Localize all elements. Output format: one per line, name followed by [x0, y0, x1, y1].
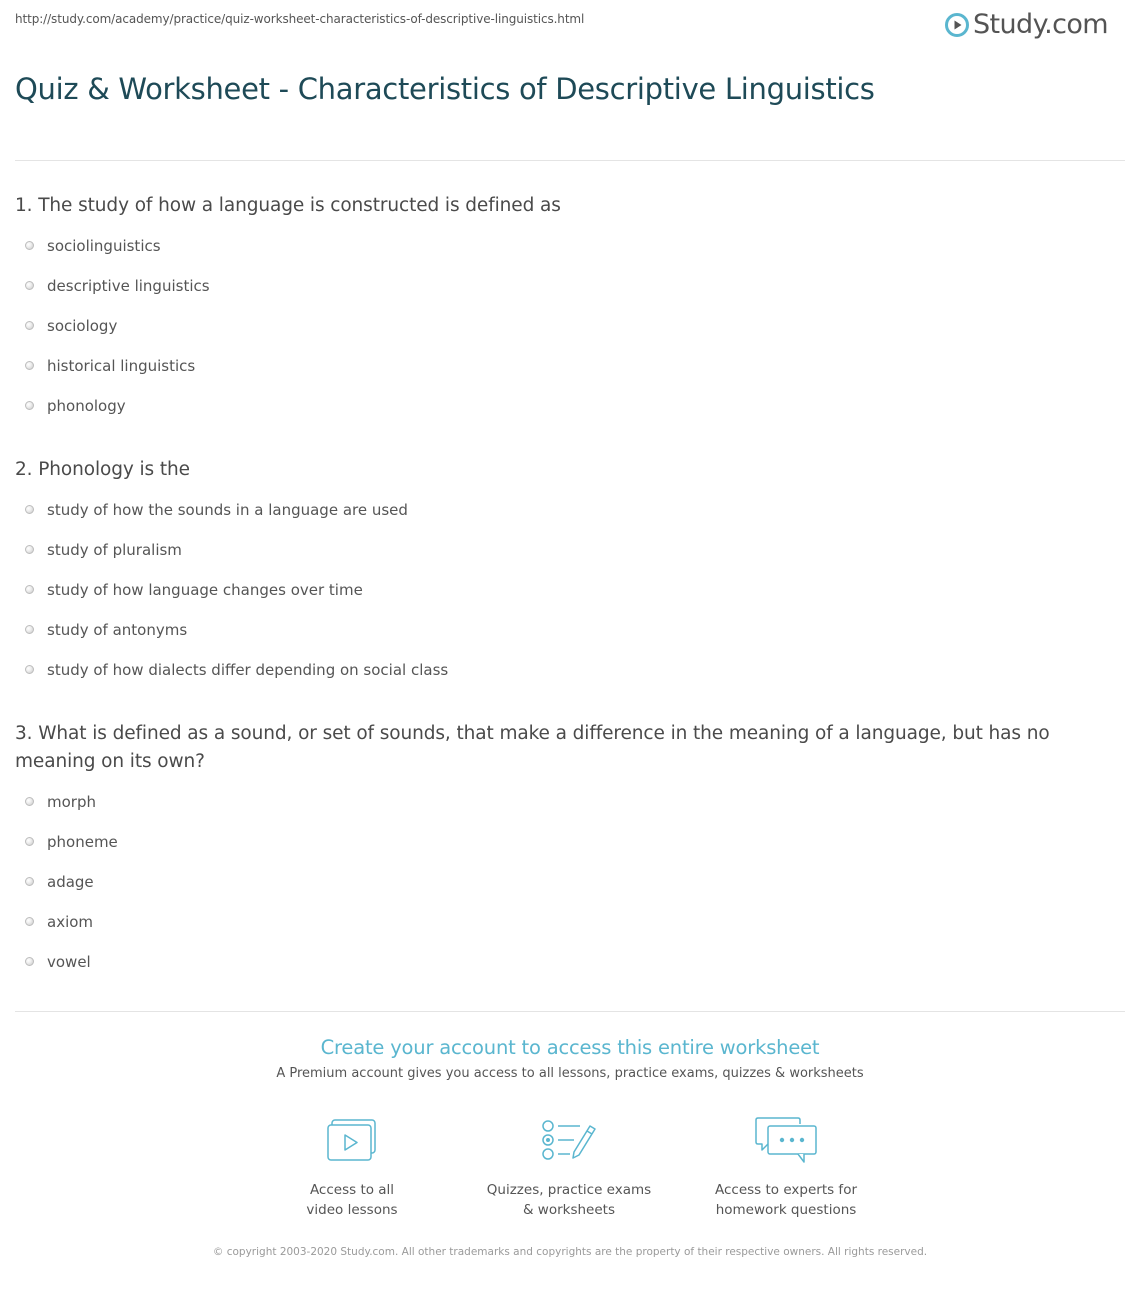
answer-options: [15, 491, 1125, 691]
radio-button[interactable]: [25, 625, 34, 634]
answer-label: study of how dialects differ depending on social class: [47, 661, 449, 679]
answer-option[interactable]: [15, 267, 1125, 307]
page-title: Quiz & Worksheet - Characteristics of Descriptive Linguistics: [15, 72, 875, 106]
answer-label: study of antonyms: [47, 621, 188, 639]
answer-label: adage: [47, 873, 94, 891]
answer-label: historical linguistics: [47, 357, 196, 375]
signup-cta: [0, 1036, 1140, 1082]
feature-label: Quizzes, practice exams & worksheets: [486, 1182, 652, 1218]
question-text: 1. The study of how a language is constructed is defined as: [15, 195, 561, 216]
answer-options: [15, 783, 1125, 983]
answer-label: morph: [47, 793, 96, 811]
feature-quizzes: [469, 1116, 669, 1220]
answer-option[interactable]: [15, 903, 1125, 943]
answer-label: sociology: [47, 317, 118, 335]
answer-option[interactable]: [15, 863, 1125, 903]
answer-label: study of pluralism: [47, 541, 182, 559]
question-2: [15, 456, 1125, 691]
answer-option[interactable]: [15, 611, 1125, 651]
answer-option[interactable]: [15, 387, 1125, 427]
answer-option[interactable]: [15, 227, 1125, 267]
video-lessons-icon: [326, 1118, 378, 1164]
radio-button[interactable]: [25, 877, 34, 886]
study-logo[interactable]: [945, 8, 1108, 42]
radio-button[interactable]: [25, 585, 34, 594]
radio-button[interactable]: [25, 241, 34, 250]
copyright-notice: © copyright 2003-2020 Study.com. All other trademarks and copyrights are the property of their respective owners. All rights reserved.: [212, 1246, 928, 1258]
answer-option[interactable]: [15, 491, 1125, 531]
answer-label: descriptive linguistics: [47, 277, 210, 295]
radio-button[interactable]: [25, 505, 34, 514]
feature-label: Access to experts for homework questions: [714, 1182, 857, 1218]
answer-label: vowel: [47, 953, 91, 971]
answer-label: study of how the sounds in a language are used: [47, 501, 408, 519]
cta-subtitle: A Premium account gives you access to all lessons, practice exams, quizzes & worksheets: [276, 1066, 864, 1081]
quiz-checklist-icon: [540, 1118, 598, 1164]
answer-option[interactable]: [15, 347, 1125, 387]
answer-label: study of how language changes over time: [47, 581, 363, 599]
answer-label: phonology: [47, 397, 126, 415]
feature-label: Access to all video lessons: [306, 1182, 398, 1218]
radio-button[interactable]: [25, 957, 34, 966]
answer-option[interactable]: [15, 943, 1125, 983]
radio-button[interactable]: [25, 837, 34, 846]
radio-button[interactable]: [25, 401, 34, 410]
question-1: [15, 192, 1125, 427]
page-url: http://study.com/academy/practice/quiz-worksheet-characteristics-of-descriptive-linguistics.html: [15, 12, 585, 26]
radio-button[interactable]: [25, 545, 34, 554]
feature-video-lessons: [252, 1116, 452, 1220]
radio-button[interactable]: [25, 917, 34, 926]
answer-option[interactable]: [15, 823, 1125, 863]
answer-options: [15, 227, 1125, 427]
radio-button[interactable]: [25, 665, 34, 674]
answer-option[interactable]: [15, 571, 1125, 611]
answer-label: sociolinguistics: [47, 237, 161, 255]
chat-bubbles-icon: [754, 1116, 818, 1166]
radio-button[interactable]: [25, 321, 34, 330]
cta-divider: [15, 1011, 1125, 1012]
play-circle-icon: [945, 13, 969, 37]
cta-title-link[interactable]: Create your account to access this entire worksheet: [320, 1036, 820, 1059]
radio-button[interactable]: [25, 797, 34, 806]
feature-experts: [686, 1116, 886, 1220]
answer-label: axiom: [47, 913, 94, 931]
header-divider: [15, 160, 1125, 161]
logo-text: Study.com: [973, 9, 1108, 40]
answer-option[interactable]: [15, 783, 1125, 823]
radio-button[interactable]: [25, 361, 34, 370]
question-text: 3. What is defined as a sound, or set of sounds, that make a difference in the meaning of a language, but has no meaning on its own?: [15, 723, 1050, 772]
question-text: 2. Phonology is the: [15, 459, 190, 480]
answer-label: phoneme: [47, 833, 118, 851]
answer-option[interactable]: [15, 307, 1125, 347]
answer-option[interactable]: [15, 651, 1125, 691]
answer-option[interactable]: [15, 531, 1125, 571]
question-3: [15, 720, 1125, 983]
radio-button[interactable]: [25, 281, 34, 290]
